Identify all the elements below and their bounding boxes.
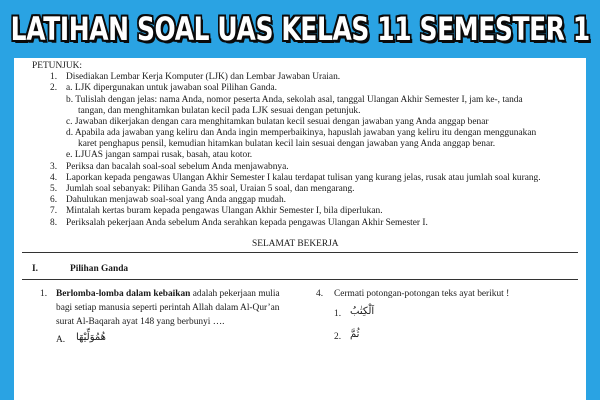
instruction-text: Disediakan Lembar Kerja Komputer (LJK) dan Lembar Jawaban Uraian. (66, 72, 341, 82)
closing-text: SELAMAT BEKERJA (252, 239, 339, 249)
section-title: Pilihan Ganda (70, 264, 129, 274)
option-arabic-text: ثُمَّ (350, 329, 360, 340)
instruction-text: Periksa dan bacalah soal-soal sebelum Anda menjawabnya. (66, 162, 289, 172)
divider (22, 279, 578, 280)
question-number: 1. (40, 289, 48, 299)
instruction-num: 5. (50, 184, 58, 194)
question-text: adalah pekerjaan mulia (190, 289, 280, 299)
instruction-text: Jumlah soal sebanyak: Pilihan Ganda 35 soal, Uraian 5 soal, dan mengarang. (66, 184, 355, 194)
instruction-num: 6. (50, 195, 58, 205)
question-line: bagi setiap manusia seperti perintah Allah dalam Al-Qur’an (56, 303, 280, 313)
question-number: 4. (316, 289, 324, 299)
instruction-text: d. Apabila ada jawaban yang keliru dan Anda ingin memperbaikinya, hapuslah jawaban yang keliru itu dengan menggunakan (66, 128, 537, 138)
banner (0, 0, 600, 58)
instruction-text: karet penghapus pensil, kemudian hitamkan bulatan kecil lain sesuai dengan jawaban yang Anda anggap benar. (78, 139, 496, 149)
instruction-num: 3. (50, 162, 58, 172)
instruction-text: a. LJK dipergunakan untuk jawaban soal Pilihan Ganda. (66, 83, 277, 93)
instruction-text: Periksalah pekerjaan Anda sebelum Anda serahkan kepada pengawas Ulangan Akhir Semester I. (66, 218, 428, 228)
instruction-text: b. Tulislah dengan jelas: nama Anda, nomor peserta Anda, sekolah asal, tanggal Ulangan Akhir Semester I, jam ke-, tanda (66, 95, 523, 105)
instruction-text: Laporkan kepada pengawas Ulangan Akhir Semester I kalau terdapat tulisan yang kurang jelas, rusak atau jumlah soal kurang. (66, 173, 541, 183)
instruction-num: 8. (50, 218, 58, 228)
option-label: A. (56, 335, 66, 345)
option-arabic-text: هُمُوَلِّيْهَا (76, 332, 106, 343)
instruction-num: 2. (50, 83, 58, 93)
instructions-heading: PETUNJUK: (32, 61, 83, 71)
option-label: 2. (334, 332, 342, 342)
instruction-text: Dahulukan menjawab soal-soal yang Anda anggap mudah. (66, 195, 286, 205)
banner-title: LATIHAN SOAL UAS KELAS 11 SEMESTER 1 (10, 10, 590, 48)
divider (22, 252, 578, 253)
instruction-num: 4. (50, 173, 58, 183)
question-text: Cermati potongan-potongan teks ayat berikut ! (334, 289, 510, 299)
question-line (56, 289, 280, 300)
section-number: I. (32, 264, 38, 274)
exam-document (14, 58, 586, 400)
instruction-num: 1. (50, 72, 58, 82)
instruction-text: c. Jawaban dikerjakan dengan cara menghitamkan bulatan kecil sesuai dengan jawaban yang Anda anggap benar (66, 117, 489, 127)
question-line: surat Al-Baqarah ayat 148 yang berbunyi …. (56, 317, 225, 327)
option-arabic-text: اَلْكِتٰبُ (350, 306, 375, 317)
question-emphasis: Berlomba-lomba dalam kebaikan (56, 289, 191, 299)
instruction-text: e. LJUAS jangan sampai rusak, basah, atau kotor. (66, 150, 253, 160)
option-label: 1. (334, 309, 342, 319)
instruction-text: Mintalah kertas buram kepada pengawas Ulangan Akhir Semester I, bila diperlukan. (66, 206, 383, 216)
instruction-text: tangan, dan menghitamkan bulatan kecil pada LJK sesuai dengan petunjuk. (78, 106, 361, 116)
instruction-num: 7. (50, 206, 58, 216)
